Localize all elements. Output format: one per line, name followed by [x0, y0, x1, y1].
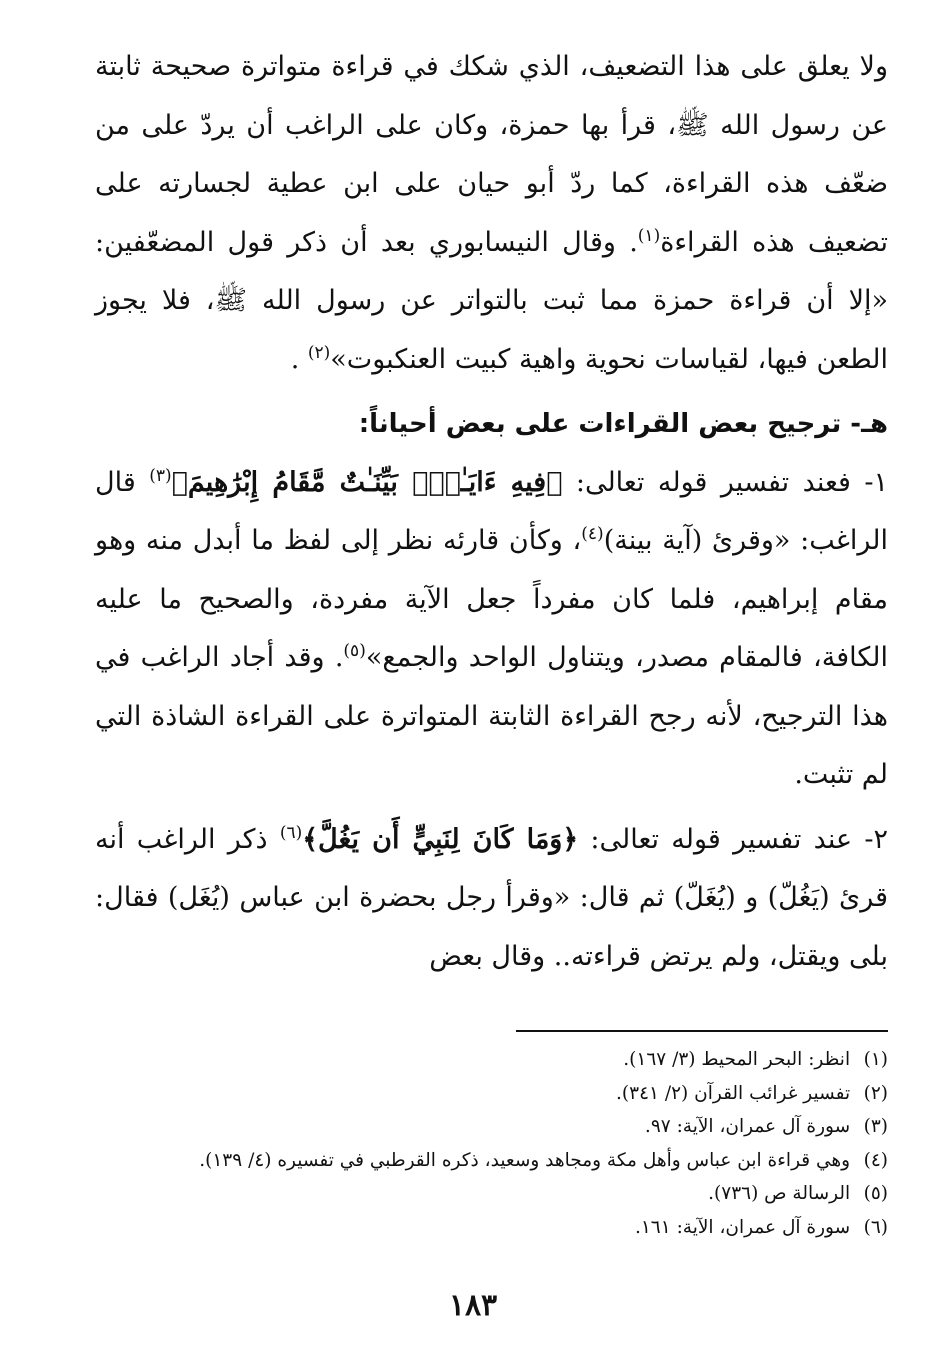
page-number: ١٨٣	[448, 1288, 498, 1323]
paragraph-3-lead: ٢- عند تفسير قوله تعالى:	[578, 823, 888, 855]
footnote-list	[150, 1043, 888, 1244]
paragraph-1-continued: . وقال النيسابوري بعد أن ذكر قول المضعّفين: «إلا أن قراءة حمزة مما ثبت بالتواتر عن رسول الله ﷺ، فلا يجوز الطعن فيها، لقياسات نحوية واهية كبيت العنكبوت»	[95, 226, 888, 375]
paragraph-3-rest: ذكر الراغب أنه قرئ (يَغُلّ) و (يُغَلّ) ثم قال: «وقرأ رجل بحضرة ابن عباس (يُغَل) فقال: بلى ويقتل، ولم يرتض قراءته.. وقال بعض	[95, 823, 888, 972]
footnote-number: (٥)	[863, 1183, 888, 1204]
footnote-item	[150, 1077, 888, 1111]
footnote-ref-4: (٤)	[581, 524, 604, 544]
footnote-number: (٢)	[863, 1082, 888, 1104]
main-text	[95, 38, 888, 986]
paragraph-2-lead: ١- فعند تفسير قوله تعالى:	[562, 466, 888, 498]
footnote-item	[150, 1144, 888, 1178]
footnote-ref-6: (٦)	[279, 822, 303, 843]
paragraph-1-text: ولا يعلق على هذا التضعيف، الذي شكك في قراءة متواترة صحيحة ثابتة عن رسول الله ﷺ، قرأ بها حمزة، وكان على الراغب أن يردّ على من ضعّف هذه القراءة، كما ردّ أبو حيان على ابن عطية لجسارته على تضعيف هذه القراءة	[95, 51, 888, 258]
footnote-item	[150, 1177, 888, 1211]
footnote-ref-5: (٥)	[343, 641, 366, 661]
footnote-ref-2: (٢)	[307, 342, 331, 363]
paragraph-1-end: .	[290, 343, 308, 375]
paragraph-2	[95, 454, 888, 805]
footnote-ref-3: (٣)	[149, 465, 172, 486]
footnote-text: انظر: البحر المحيط (٣/ ١٦٧).	[623, 1049, 851, 1070]
footnote-item	[150, 1043, 888, 1077]
section-heading: هـ- ترجيح بعض القراءات على بعض أحياناً:	[358, 409, 888, 439]
paragraph-3	[95, 811, 888, 987]
footnote-text: سورة آل عمران، الآية: ١٦١.	[634, 1216, 851, 1238]
footnote-text: وهي قراءة ابن عباس وأهل مكة ومجاهد وسعيد، ذكره القرطبي في تفسيره (٤/ ١٣٩).	[199, 1149, 851, 1171]
footnote-item	[150, 1211, 888, 1245]
paragraph-2-tail: . وقد أجاد الراغب في هذا الترجيح، لأنه رجح القراءة الثابتة المتواترة على القراءة الشاذة التي لم تثبت.	[95, 642, 888, 790]
footnote-text: تفسير غرائب القرآن (٢/ ٣٤١).	[616, 1082, 851, 1104]
footnote-item	[150, 1110, 888, 1144]
paragraph-2-rest: ، وكأن قارئه نظر إلى لفظ ما أبدل منه وهو مقام إبراهيم، فلما كان مفرداً جعل الآية مفردة، والصحيح ما عليه الكافة، فالمقام مصدر، ويتناول الواحد والجمع»	[95, 525, 888, 673]
footnote-number: (٣)	[863, 1116, 888, 1137]
footnote-number: (١)	[863, 1049, 888, 1070]
quran-verse-1: ﴿فِيهِ ءَايَـٰتٌۢ بَيِّنَـٰتٌ مَّقَامُ إِبْرَٰهِيمَ﴾	[171, 466, 563, 498]
quran-verse-2: ﴿وَمَا كَانَ لِنَبِيٍّ أَن يَغُلَّ﴾	[302, 823, 579, 855]
footnote-number: (٤)	[863, 1149, 888, 1171]
footnote-text: الرسالة ص (٧٣٦).	[708, 1183, 851, 1204]
footnote-divider	[516, 1030, 888, 1032]
paragraph-1	[95, 38, 888, 389]
footnote-ref-1: (١)	[637, 225, 661, 246]
footnote-number: (٦)	[863, 1216, 888, 1238]
paragraph-2-mid: قال الراغب: «وقرئ (آية بينة)	[95, 466, 888, 556]
footnote-text: سورة آل عمران، الآية: ٩٧.	[644, 1116, 851, 1137]
